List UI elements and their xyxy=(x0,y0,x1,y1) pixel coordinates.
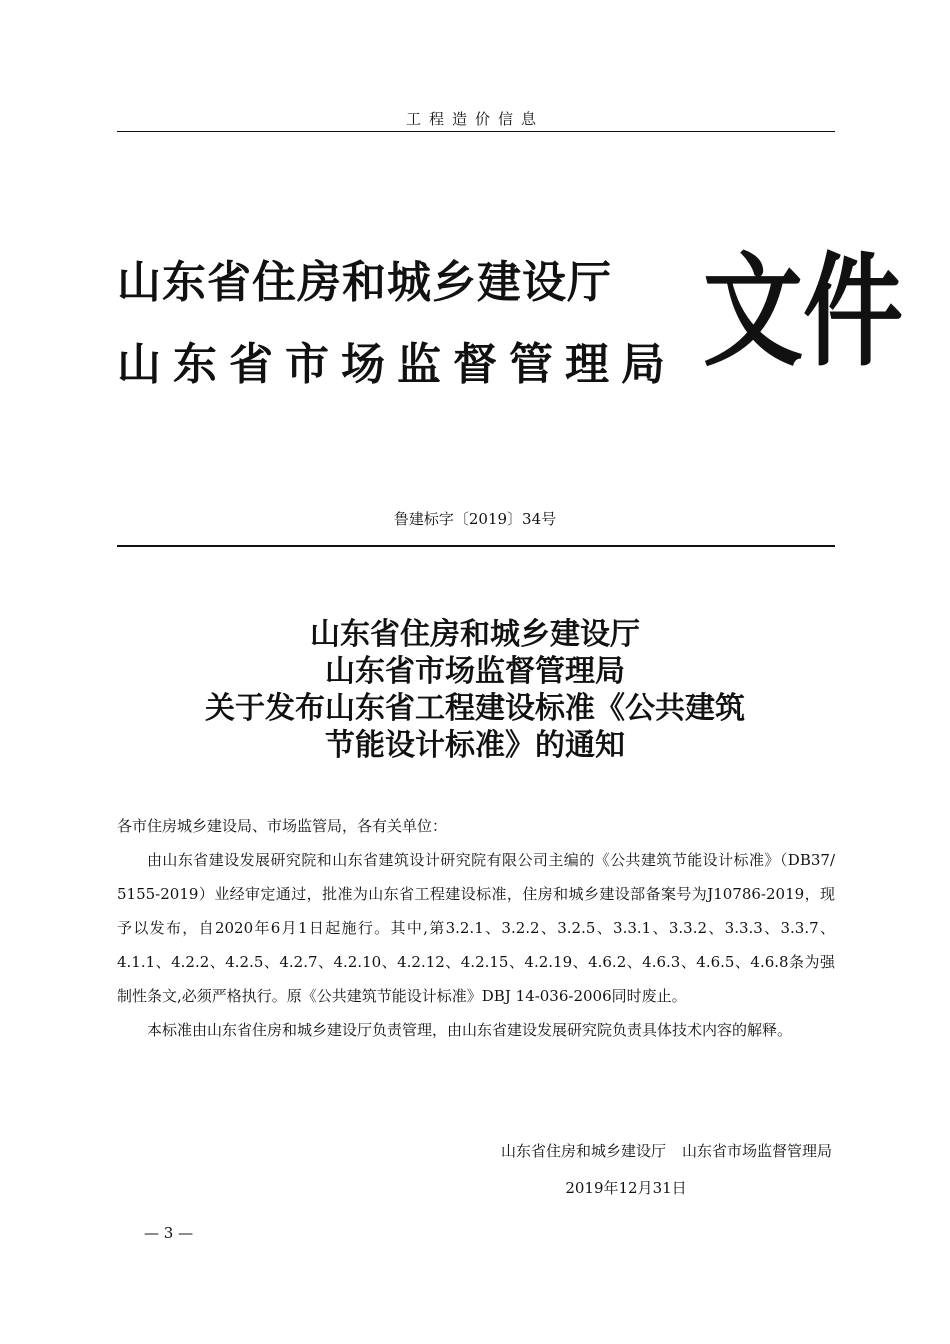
salutation: 各市住房城乡建设局、市场监管局，各有关单位： xyxy=(117,817,448,835)
signature-block xyxy=(501,1140,832,1161)
issue-date: 2019年12月31日 xyxy=(565,1179,687,1197)
document-label: 文件 xyxy=(703,239,904,383)
notice-body xyxy=(117,809,835,1047)
header-rule xyxy=(117,131,835,132)
running-header: 工程造价信息 xyxy=(405,110,544,128)
page-number: — 3 — xyxy=(144,1224,194,1242)
title-line: 山东省住房和城乡建设厅 xyxy=(310,617,640,652)
issuer-1: 山东省住房和城乡建设厅 xyxy=(117,257,612,308)
title-line: 关于发布山东省工程建设标准《公共建筑 xyxy=(205,691,745,726)
red-header-rule xyxy=(117,545,835,547)
signer: 山东省住房和城乡建设厅 xyxy=(500,1142,666,1160)
title-line: 山东省市场监督管理局 xyxy=(325,654,625,689)
body-paragraph: 由山东省建设发展研究院和山东省建筑设计研究院有限公司主编的《公共建筑节能设计标准》（DB37/ 5155-2019）业经审定通过，批准为山东省工程建设标准，住房和城乡建设部备案号为J10786-2019，现予以发布，自2020年6月1日起施行。其中,第3.2.1、3.2.2、3.2.5、3.3.1、3.3.2、3.3.3、3.3.7、4.1.1、4.2.2、4.2.5、4.2.7、4.2.10、4.2.12、4.2.15、4.2.19、4.6.2、4.6.3、4.6.5、4.6.8条为强制性条文,必须严格执行。原《公共建筑节能设计标准》DBJ 14-036-2006同时废止。 xyxy=(117,851,835,1005)
signer: 山东省市场监督管理局 xyxy=(681,1142,832,1160)
title-line: 节能设计标准》的通知 xyxy=(325,728,625,763)
body-paragraph: 本标准由山东省住房和城乡建设厅负责管理，由山东省建设发展研究院负责具体技术内容的解释。 xyxy=(147,1021,793,1039)
document-number: 鲁建标字〔2019〕34号 xyxy=(393,510,557,528)
issuer-2: 山东省市场监督管理局 xyxy=(117,339,677,390)
notice-title xyxy=(0,616,950,764)
